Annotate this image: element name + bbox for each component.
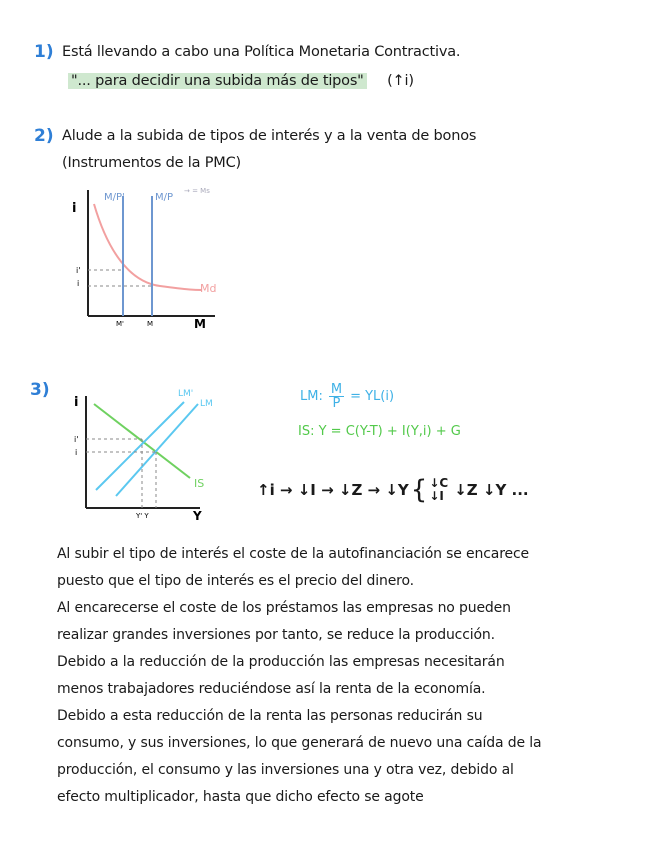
explanation-line: Al subir el tipo de interés el coste de la autofinanciación se encarece — [57, 546, 529, 562]
money-market-graph — [60, 182, 240, 332]
question-1-line-1: Está llevando a cabo una Política Monetaria Contractiva. — [62, 44, 461, 60]
lm-equation — [300, 383, 394, 410]
islm-tick-i-prime: i' — [74, 435, 79, 444]
causal-chain-tail: ↓Z ↓Y ... — [454, 481, 529, 499]
explanation-text — [57, 541, 541, 811]
question-2-number: 2) — [34, 126, 54, 146]
lm-old-label: LM — [200, 399, 213, 409]
lm-equation-rhs: = YL(i) — [350, 389, 395, 404]
money-supply-note: → = Ms — [184, 187, 210, 195]
causal-chain — [257, 475, 529, 505]
money-graph-x-label: M — [194, 317, 206, 331]
lm-new-label: LM' — [178, 389, 194, 399]
explanation-line: producción, el consumo y las inversiones una y otra vez, debido al — [57, 762, 514, 778]
lm-old-curve — [116, 404, 198, 496]
is-equation: IS: Y = C(Y-T) + I(Y,i) + G — [298, 424, 461, 439]
explanation-line: consumo, y sus inversiones, lo que generará de nuevo una caída de la — [57, 735, 542, 751]
question-2-line-2: (Instrumentos de la PMC) — [62, 155, 241, 171]
causal-chain-main: ↑i → ↓I → ↓Z → ↓Y — [257, 481, 409, 499]
lm-equation-fraction — [329, 383, 344, 410]
question-1-line-2 — [68, 73, 414, 89]
money-graph-tick-i-prime: i' — [76, 266, 81, 275]
money-graph-tick-i: i — [77, 279, 80, 288]
money-graph-tick-m: M — [147, 320, 154, 328]
islm-tick-y: Y' Y — [136, 512, 149, 520]
lm-equation-prefix: LM: — [300, 389, 323, 404]
question-2-line-1: Alude a la subida de tipos de interés y a la venta de bonos — [62, 128, 477, 144]
explanation-line: menos trabajadores reduciéndose así la renta de la economía. — [57, 681, 486, 697]
question-3-number: 3) — [30, 380, 50, 400]
explanation-line: Debido a esta reducción de la renta las personas reducirán su — [57, 708, 483, 724]
chain-branch-bottom: ↓I — [429, 489, 444, 503]
is-curve-label: IS — [194, 477, 205, 490]
money-graph-y-label: i — [72, 201, 77, 216]
islm-y-label: i — [74, 395, 79, 410]
lm-equation-numerator: M — [330, 382, 343, 397]
money-supply-old-label: M/P — [155, 192, 174, 203]
lm-equation-denominator: P — [332, 396, 341, 411]
highlighted-quote: "... para decidir una subida más de tipos" — [68, 73, 367, 89]
explanation-line: Debido a la reducción de la producción las empresas necesitarán — [57, 654, 505, 670]
islm-x-label: Y — [193, 509, 202, 522]
explanation-line: efecto multiplicador, hasta que dicho efecto se agote — [57, 789, 424, 805]
islm-tick-i: i — [75, 448, 78, 457]
money-supply-new-label: M/P' — [104, 192, 125, 203]
explanation-line: realizar grandes inversiones por tanto, se reduce la producción. — [57, 627, 495, 643]
chain-branch-top: ↓C — [429, 476, 449, 490]
explanation-line: puesto que el tipo de interés es el precio del dinero. — [57, 573, 414, 589]
rising-interest-note: (↑i) — [387, 73, 414, 89]
chain-brace: { — [410, 475, 428, 505]
money-graph-tick-m-prime: M' — [116, 320, 124, 328]
explanation-line: Al encarecerse el coste de los préstamos las empresas no pueden — [57, 600, 511, 616]
question-1-number: 1) — [34, 42, 54, 62]
money-demand-curve — [94, 204, 202, 290]
is-lm-graph — [60, 382, 220, 522]
money-demand-label: Md — [200, 282, 217, 295]
chain-branch — [429, 477, 448, 503]
